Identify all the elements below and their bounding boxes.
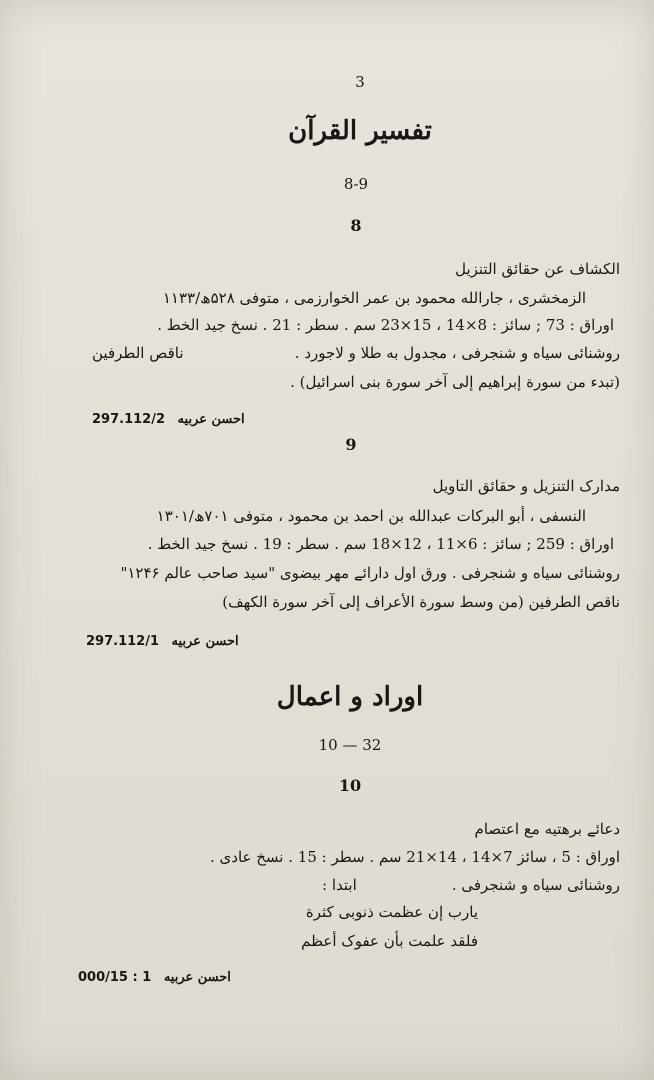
section-title-tafsir: تفسیر القرآن [288, 116, 432, 146]
incipit-label: ابتدا : [322, 876, 357, 894]
entry-number: 9 [345, 435, 357, 454]
incipit-verse-2: فلقد علمت بأن عفوک أعظم [301, 932, 478, 950]
entry-author: النسفی ، أبو البرکات عبدالله بن احمد بن محمود ، متوفی ۷۰۱ھ/۱۳۰۱ [156, 507, 586, 525]
shelf-label: احسن عربیه [171, 634, 239, 649]
entry-details: اوراق : 73 ; سائز : 8×14 ، 15×23 سم . سطر : 21 . نسخ جید الخط . [157, 316, 614, 334]
shelf-label: احسن عربیه [163, 970, 231, 985]
shelf-number: 297.112/2 [92, 412, 166, 427]
entry-ink: روشنائی سیاه و شنجرفی . [451, 876, 620, 894]
shelf-label: احسن عربیه [177, 412, 245, 427]
shelf-reference [78, 970, 231, 985]
shelf-number: 297.112/1 [86, 634, 160, 649]
shelf-number: 000/15 : 1 [78, 970, 152, 985]
entry-coverage: (تبدء من سورة إبراهیم إلی آخر سورة بنی اسرائیل) . [290, 373, 620, 391]
entry-author: الزمخشری ، جارالله محمود بن عمر الخوارزمی ، متوفی ۵۲۸ھ/۱۱۳۳ [162, 289, 586, 307]
shelf-reference [92, 412, 245, 427]
entry-details: اوراق : 259 ; سائز : 6×11 ، 12×18 سم . سطر : 19 . نسخ جید الخط . [147, 535, 614, 553]
entry-title: الکشاف عن حقائق التنزیل [455, 260, 620, 278]
entry-condition: ناقص الطرفین [92, 344, 184, 362]
section-title-awrad: اوراد و اعمال [276, 682, 424, 712]
section-range-tafsir: 8-9 [343, 175, 369, 193]
entry-title: دعائے برهتیه مع اعتصام [474, 820, 620, 838]
section-range-awrad: 10 — 32 [318, 736, 382, 754]
entry-title: مدارک التنزیل و حقائق التاویل [432, 477, 620, 495]
entry-number: 10 [338, 776, 362, 795]
entry-details: اوراق : 5 ، سائز 7×14 ، 14×21 سم . سطر : 15 . نسخ عادی . [210, 848, 620, 866]
entry-ink: روشنائی سیاه و شنجرفی . ورق اول دارائے مهر بیضوی "سید صاحب عالم ۱۲۴۶" [120, 564, 620, 582]
entry-ink: روشنائی سیاه و شنجرفی ، مجدول به طلا و لاجورد . [294, 344, 620, 362]
entry-condition-coverage: ناقص الطرفین (من وسط سورة الأعراف إلی آخر سورة الکهف) [222, 593, 620, 611]
page-number: 3 [355, 73, 365, 91]
entry-number: 8 [350, 216, 362, 235]
incipit-verse-1: یارب إن عظمت ذنوبی کثرة [305, 903, 478, 921]
shelf-reference [86, 634, 239, 649]
